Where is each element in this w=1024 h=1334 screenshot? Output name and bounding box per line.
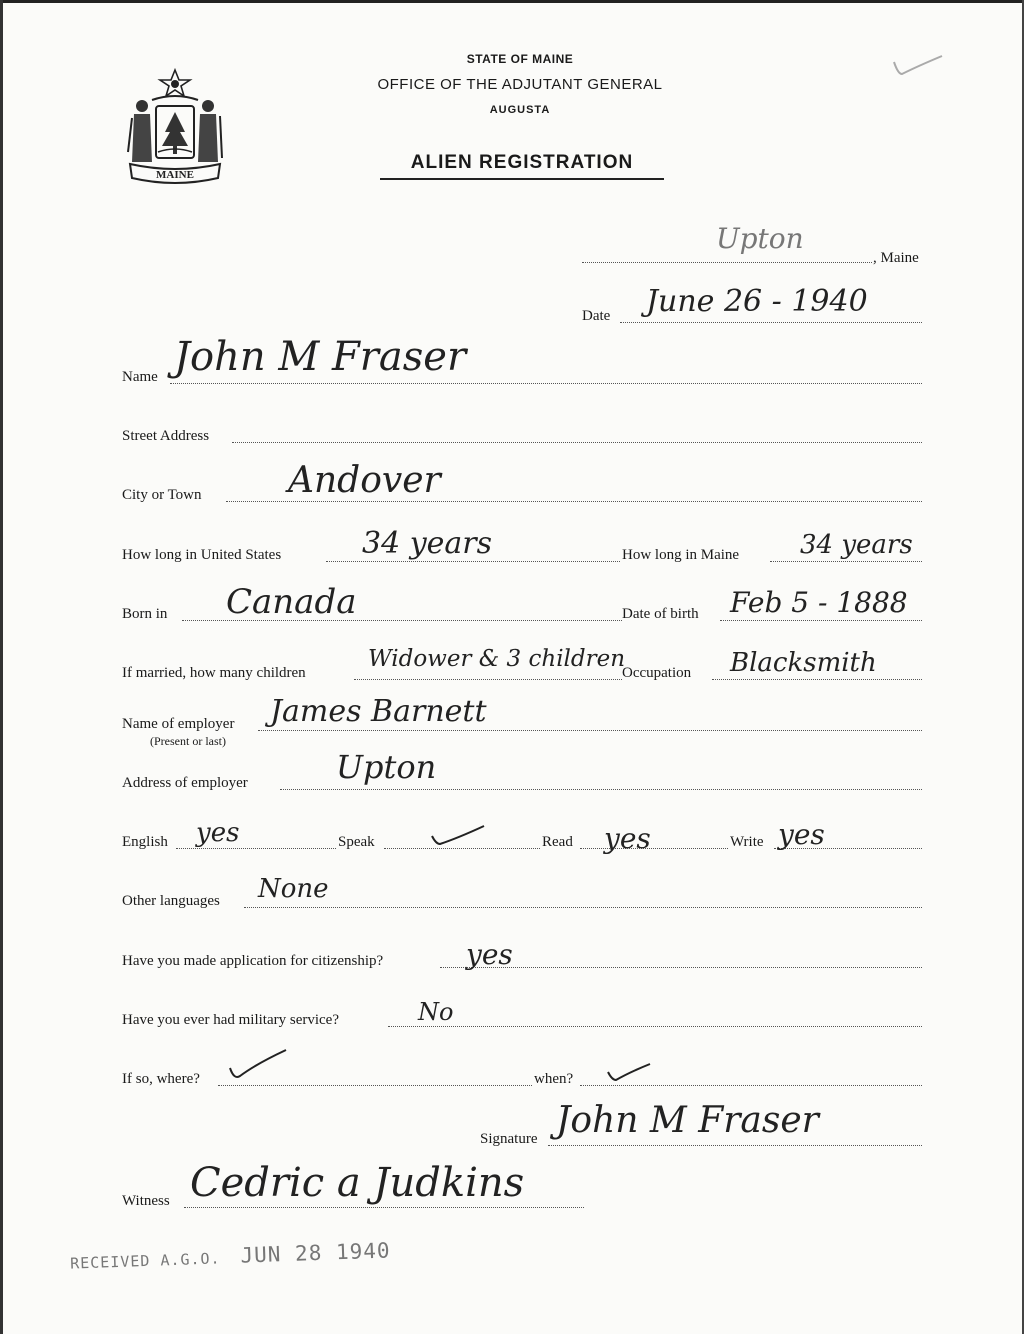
employer-address-label: Address of employer xyxy=(122,775,248,791)
english-label: English xyxy=(122,834,168,850)
employer-line xyxy=(258,730,922,731)
signature-line xyxy=(548,1145,922,1146)
other-languages-line xyxy=(244,907,922,908)
occupation-line xyxy=(712,679,922,680)
header-city: AUGUSTA xyxy=(489,104,551,116)
street-label: Street Address xyxy=(122,428,210,444)
dob-line xyxy=(720,620,922,621)
received-stamp xyxy=(70,1238,391,1273)
married-line xyxy=(354,679,622,680)
write-label: Write xyxy=(730,834,764,850)
military-line xyxy=(388,1026,922,1027)
maine-value: 34 years xyxy=(800,530,913,560)
other-languages-label: Other languages xyxy=(122,893,220,909)
date-label: Date xyxy=(582,308,611,324)
write-value: yes xyxy=(778,818,825,851)
speak-check-icon xyxy=(428,822,488,848)
employer-address-line xyxy=(280,789,922,790)
military-value: No xyxy=(418,998,454,1026)
witness-line xyxy=(184,1207,584,1208)
read-label: Read xyxy=(542,834,573,850)
read-value: yes xyxy=(604,822,651,855)
read-line xyxy=(580,848,728,849)
when-check-icon xyxy=(604,1060,654,1084)
stamp-received: RECEIVED A.G.O. xyxy=(69,1249,221,1273)
stamp-date: JUN 28 1940 xyxy=(240,1238,391,1268)
date-value: June 26 - 1940 xyxy=(646,284,868,319)
city-value: Andover xyxy=(288,460,441,501)
citizenship-value: yes xyxy=(466,938,513,971)
dob-value: Feb 5 - 1888 xyxy=(730,586,908,619)
employer-address-value: Upton xyxy=(336,748,437,786)
where-check-icon xyxy=(226,1046,290,1082)
other-languages-value: None xyxy=(258,874,329,904)
header-office: OFFICE OF THE ADJUTANT GENERAL xyxy=(377,76,663,93)
scan-edge-top xyxy=(0,0,1024,3)
born-value: Canada xyxy=(226,582,357,622)
corner-check-icon xyxy=(890,52,946,80)
date-line xyxy=(620,322,922,323)
speak-label: Speak xyxy=(338,834,375,850)
speak-line xyxy=(384,848,540,849)
seal-banner-text: MAINE xyxy=(156,169,194,181)
name-value: John M Fraser xyxy=(174,334,467,380)
when-label: when? xyxy=(534,1071,574,1087)
where-label: If so, where? xyxy=(122,1071,200,1087)
signature-label: Signature xyxy=(480,1131,538,1147)
form-title: ALIEN REGISTRATION xyxy=(380,152,664,180)
name-label: Name xyxy=(122,369,158,385)
witness-value: Cedric a Judkins xyxy=(190,1160,525,1206)
where-line xyxy=(218,1085,532,1086)
occupation-label: Occupation xyxy=(622,665,692,681)
married-label: If married, how many children xyxy=(122,665,306,681)
military-label: Have you ever had military service? xyxy=(122,1012,339,1028)
street-line xyxy=(232,442,922,443)
us-value: 34 years xyxy=(362,526,493,561)
children-value: Widower & 3 children xyxy=(368,646,626,672)
state-seal-icon xyxy=(124,66,226,188)
employer-value: James Barnett xyxy=(270,694,487,729)
header-state: STATE OF MAINE xyxy=(466,52,574,66)
scan-edge-left xyxy=(0,0,3,1334)
us-line xyxy=(326,561,620,562)
place-value: Upton xyxy=(716,222,804,255)
place-line xyxy=(582,262,872,263)
witness-label: Witness xyxy=(122,1193,170,1209)
when-line xyxy=(580,1085,922,1086)
place-suffix: , Maine xyxy=(873,250,919,266)
english-line xyxy=(176,848,336,849)
born-label: Born in xyxy=(122,606,168,622)
us-label: How long in United States xyxy=(122,547,282,563)
dob-label: Date of birth xyxy=(622,606,699,622)
employer-label: Name of employer xyxy=(122,716,235,732)
maine-line xyxy=(770,561,922,562)
city-line xyxy=(226,501,922,502)
name-line xyxy=(170,383,922,384)
employer-sublabel: (Present or last) xyxy=(150,734,226,748)
maine-label: How long in Maine xyxy=(622,547,740,563)
english-value: yes xyxy=(196,818,240,848)
citizenship-label: Have you made application for citizenship? xyxy=(122,953,384,969)
signature-value: John M Fraser xyxy=(556,1100,819,1141)
occupation-value: Blacksmith xyxy=(730,648,877,678)
city-label: City or Town xyxy=(122,487,202,503)
